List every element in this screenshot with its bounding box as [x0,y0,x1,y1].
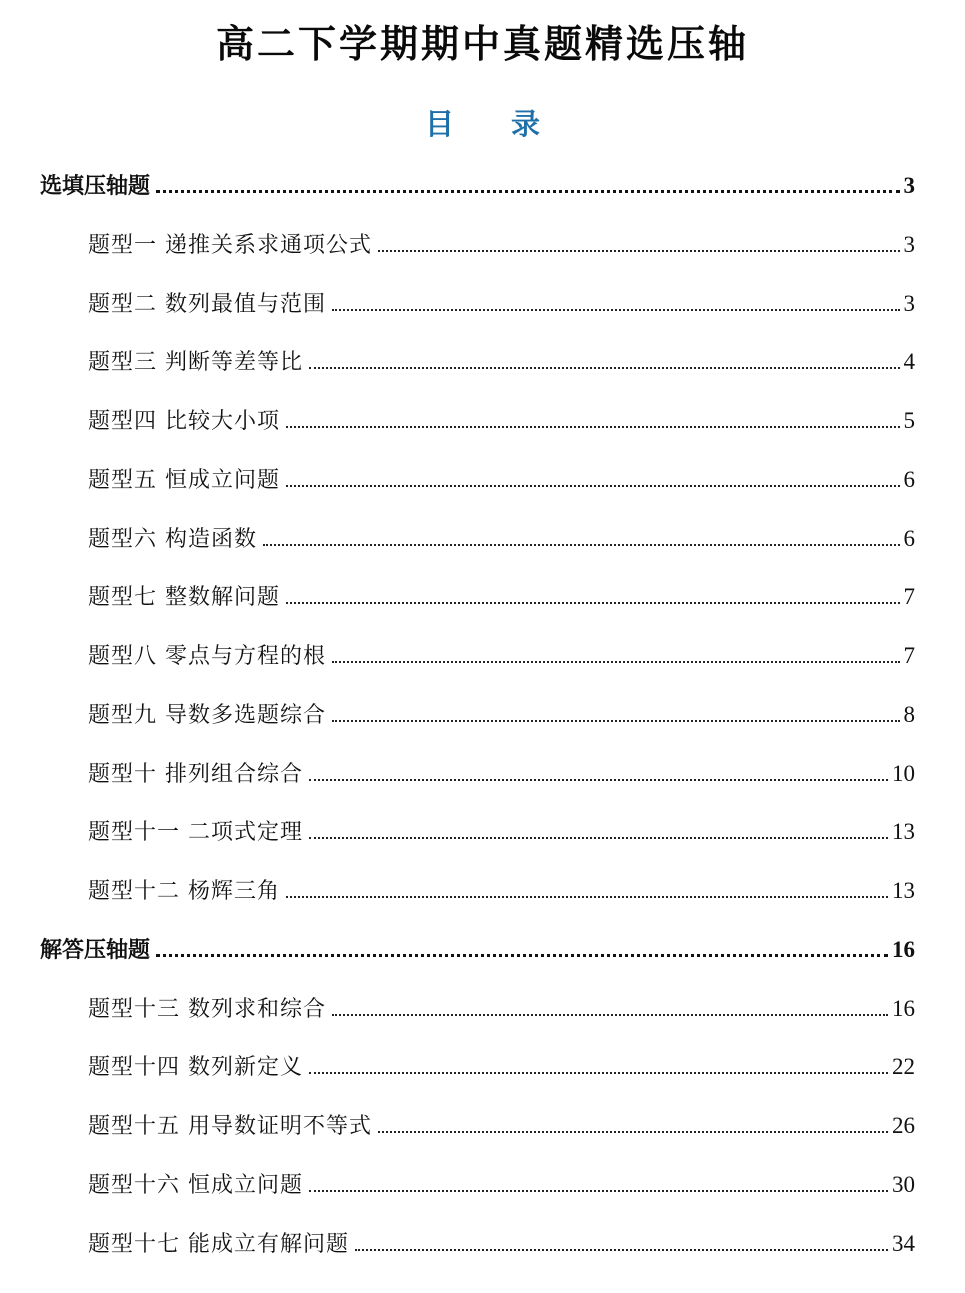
dot-leader [309,779,888,781]
toc-section-link[interactable] [40,164,915,208]
toc-entry-label: 题型十二 杨辉三角 [88,879,280,904]
dot-leader [156,954,888,957]
dot-leader [286,426,900,428]
toc-page-number: 16 [892,937,915,962]
page-title: 高二下学期期中真题精选压轴 [215,21,749,66]
toc-page-number: 3 [903,173,915,198]
toc-entry-link[interactable] [88,399,915,443]
dot-leader [156,190,899,193]
toc-entry-link[interactable] [88,810,915,854]
toc-entry-label: 题型一 递推关系求通项公式 [88,233,372,258]
dot-leader [378,250,900,252]
toc-page-number: 10 [892,761,915,786]
toc-entry-link[interactable] [88,752,915,796]
toc-entry-label: 题型十五 用导数证明不等式 [88,1114,372,1139]
toc-page-number: 22 [892,1054,915,1079]
toc-page-number: 5 [903,408,915,433]
toc-entry-label: 题型四 比较大小项 [88,409,280,434]
toc-entry-label: 题型九 导数多选题综合 [88,703,326,728]
toc-entry-link[interactable] [88,1104,915,1148]
toc-entry-link[interactable] [88,1222,915,1266]
toc-entry-label: 题型五 恒成立问题 [88,468,280,493]
dot-leader [309,837,888,839]
toc-entry-link[interactable] [88,869,915,913]
toc-entry-label: 题型十 排列组合综合 [88,762,303,787]
toc-entry-label: 题型三 判断等差等比 [88,350,303,375]
toc-page-number: 3 [903,291,915,316]
toc-entry-link[interactable] [88,1163,915,1207]
toc-entry-link[interactable] [88,282,915,326]
toc-entry-label: 题型十七 能成立有解问题 [88,1232,349,1257]
dot-leader [286,602,900,604]
toc-entry-link[interactable] [88,1045,915,1089]
toc-entry-label: 题型十六 恒成立问题 [88,1173,303,1198]
dot-leader [309,1190,888,1192]
toc-page-number: 4 [903,349,915,374]
toc-entry-label: 题型二 数列最值与范围 [88,292,326,317]
toc-entry-link[interactable] [88,575,915,619]
toc-page-number: 16 [892,996,915,1021]
toc-entry-link[interactable] [88,634,915,678]
toc-page-number: 3 [903,232,915,257]
toc-section-link[interactable] [40,928,915,972]
toc-entry-link[interactable] [88,458,915,502]
toc-page-number: 30 [892,1172,915,1197]
dot-leader [263,544,900,546]
dot-leader [378,1131,888,1133]
toc-entry-link[interactable] [88,223,915,267]
dot-leader [332,720,900,722]
toc-page-number: 8 [903,702,915,727]
toc-entry-label: 题型七 整数解问题 [88,585,280,610]
toc-page-number: 7 [903,584,915,609]
toc-page-number: 6 [903,467,915,492]
toc-entry-link[interactable] [88,340,915,384]
dot-leader [309,1072,888,1074]
dot-leader [286,485,900,487]
toc-page-number: 26 [892,1113,915,1138]
toc-page-number: 13 [892,878,915,903]
toc-entry-label: 题型八 零点与方程的根 [88,644,326,669]
toc-heading: 目 录 [424,107,554,141]
toc-entry-label: 题型十一 二项式定理 [88,820,303,845]
toc-section-label: 选填压轴题 [40,173,151,199]
dot-leader [332,1014,888,1016]
toc-entry-label: 题型十四 数列新定义 [88,1055,303,1080]
toc-entry-label: 题型十三 数列求和综合 [88,997,326,1022]
dot-leader [332,309,900,311]
toc-section-label: 解答压轴题 [40,937,151,963]
dot-leader [286,896,888,898]
toc-entry-label: 题型六 构造函数 [88,527,257,552]
toc-page-number: 7 [903,643,915,668]
toc-entry-link[interactable] [88,693,915,737]
dot-leader [355,1249,888,1251]
toc-page-number: 13 [892,819,915,844]
dot-leader [332,661,900,663]
toc-entry-link[interactable] [88,517,915,561]
dot-leader [309,367,900,369]
toc-page-number: 6 [903,526,915,551]
toc-entry-link[interactable] [88,987,915,1031]
toc-page-number: 34 [892,1231,915,1256]
